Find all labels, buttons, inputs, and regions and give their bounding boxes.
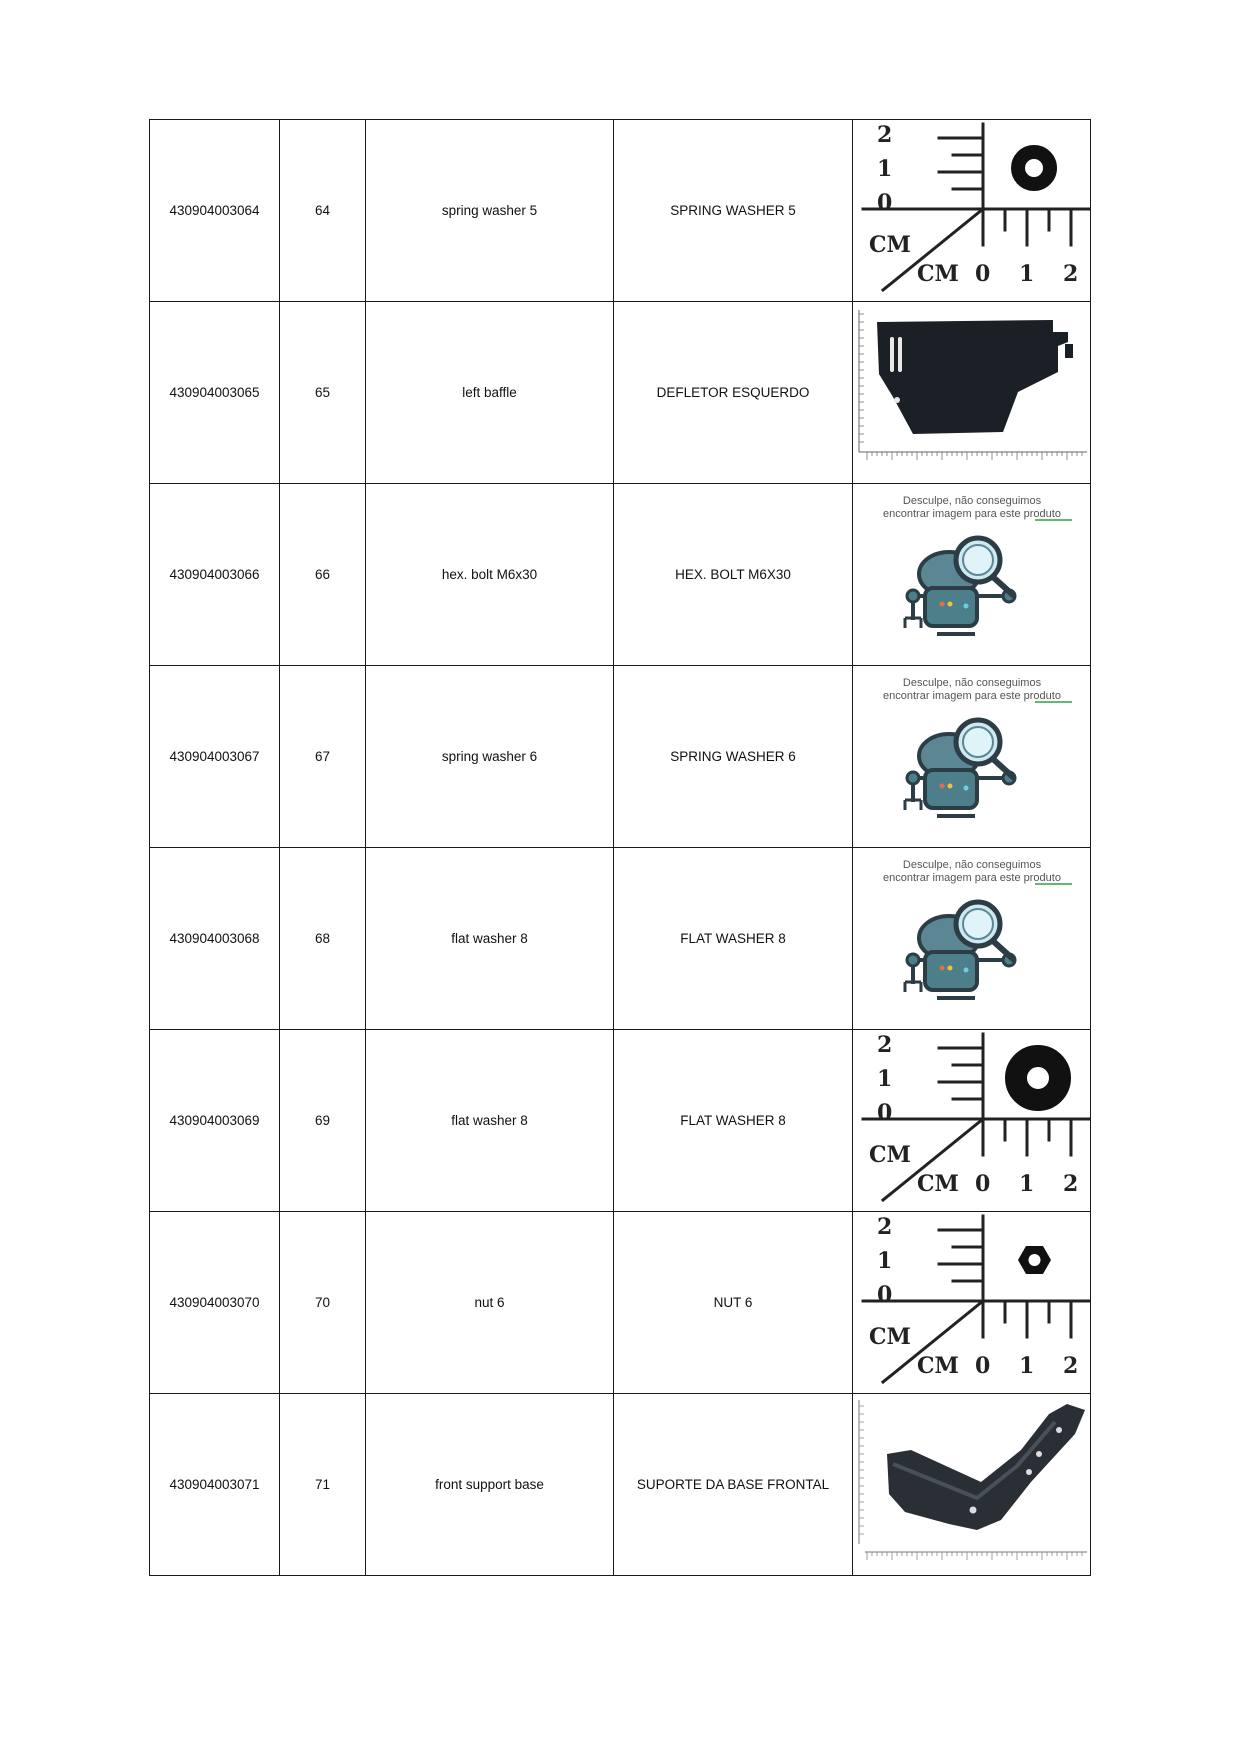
part-code-cell: 430904003068 [150,848,280,1030]
washer-part [1018,152,1050,184]
placeholder-line-2: encontrar imagem para este produto [883,508,1061,520]
ruler-label-2: 2 [877,1032,893,1058]
part-name-en-cell: flat washer 8 [366,1030,614,1212]
part-name-en-cell: spring washer 6 [366,666,614,848]
part-code-cell: 430904003067 [150,666,280,848]
part-name-pt-cell: DEFLETOR ESQUERDO [614,302,853,484]
no-image-placeholder [853,484,1091,665]
placeholder-line-1: Desculpe, não conseguimos [902,859,1042,871]
table-row [150,1394,1091,1576]
ruler-unit-vertical: CM [869,1142,911,1168]
ruler-label-1: 1 [877,1066,893,1092]
ruler-tick-2: 2 [1063,1171,1079,1197]
part-image-cell [853,848,1091,1030]
ruler-photo [853,120,1091,301]
table-row [150,848,1091,1030]
ruler-unit-horizontal: CM [917,1353,959,1379]
bracket-photo [853,1394,1091,1575]
ruler-label-0: 0 [877,190,893,216]
ruler-unit-vertical: CM [869,232,911,258]
part-image-cell [853,1030,1091,1212]
part-name-en-cell: hex. bolt M6x30 [366,484,614,666]
part-name-pt-cell: SPRING WASHER 5 [614,120,853,302]
ruler-label-0: 0 [877,1282,893,1308]
part-code-cell: 430904003065 [150,302,280,484]
part-name-pt-cell: SUPORTE DA BASE FRONTAL [614,1394,853,1576]
baffle-photo [853,302,1091,483]
flat-washer-part [1016,1056,1060,1100]
part-name-en-cell: left baffle [366,302,614,484]
item-number-cell: 71 [280,1394,366,1576]
ruler-tick-0: 0 [975,1353,991,1379]
table-row [150,484,1091,666]
robot-icon [905,538,1015,634]
parts-table [149,119,1091,1576]
part-code-cell: 430904003064 [150,120,280,302]
item-number-cell: 67 [280,666,366,848]
ruler-label-2: 2 [877,1214,893,1240]
part-image-cell [853,302,1091,484]
ruler-tick-2: 2 [1063,1353,1079,1379]
placeholder-line-2: encontrar imagem para este produto [883,690,1061,702]
part-code-cell: 430904003070 [150,1212,280,1394]
part-code-cell: 430904003071 [150,1394,280,1576]
part-name-en-cell: nut 6 [366,1212,614,1394]
part-image-cell [853,120,1091,302]
part-image-cell [853,666,1091,848]
part-image-cell [853,1394,1091,1576]
ruler-tick-2: 2 [1063,261,1079,287]
part-code-cell: 430904003066 [150,484,280,666]
part-name-en-cell: spring washer 5 [366,120,614,302]
part-name-pt-cell: HEX. BOLT M6X30 [614,484,853,666]
part-name-en-cell: front support base [366,1394,614,1576]
table-row [150,302,1091,484]
table-row [150,1030,1091,1212]
ruler-tick-1: 1 [1019,1171,1035,1197]
ruler-label-2: 2 [877,122,893,148]
ruler-photo [853,1030,1091,1211]
ruler-unit-vertical: CM [869,1324,911,1350]
ruler-tick-1: 1 [1019,261,1035,287]
part-name-pt-cell: NUT 6 [614,1212,853,1394]
item-number-cell: 64 [280,120,366,302]
ruler-label-0: 0 [877,1100,893,1126]
part-name-pt-cell: SPRING WASHER 6 [614,666,853,848]
ruler-tick-1: 1 [1019,1353,1035,1379]
ruler-unit-horizontal: CM [917,261,959,287]
ruler-label-1: 1 [877,1248,893,1274]
no-image-placeholder [853,666,1091,847]
placeholder-line-2: encontrar imagem para este produto [883,872,1061,884]
part-name-pt-cell: FLAT WASHER 8 [614,848,853,1030]
ruler-tick-0: 0 [975,1171,991,1197]
item-number-cell: 66 [280,484,366,666]
part-image-cell [853,484,1091,666]
ruler-label-1: 1 [877,156,893,182]
item-number-cell: 65 [280,302,366,484]
item-number-cell: 70 [280,1212,366,1394]
part-image-cell [853,1212,1091,1394]
ruler-tick-0: 0 [975,261,991,287]
ruler-unit-horizontal: CM [917,1171,959,1197]
item-number-cell: 69 [280,1030,366,1212]
placeholder-line-1: Desculpe, não conseguimos [902,495,1042,507]
part-name-en-cell: flat washer 8 [366,848,614,1030]
part-code-cell: 430904003069 [150,1030,280,1212]
table-row [150,1212,1091,1394]
robot-icon [905,720,1015,816]
robot-icon [905,902,1015,998]
no-image-placeholder [853,848,1091,1029]
item-number-cell: 68 [280,848,366,1030]
part-name-pt-cell: FLAT WASHER 8 [614,1030,853,1212]
table-row [150,120,1091,302]
ruler-photo [853,1212,1091,1393]
placeholder-line-1: Desculpe, não conseguimos [902,677,1042,689]
table-row [150,666,1091,848]
